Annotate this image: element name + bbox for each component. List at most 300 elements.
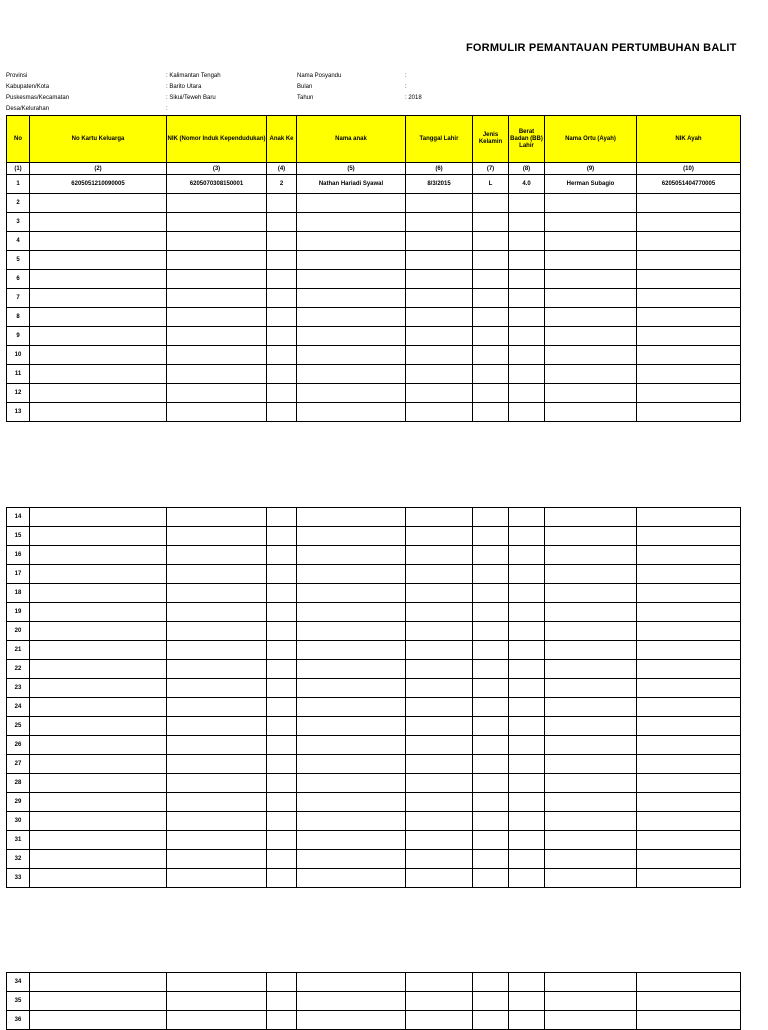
cell-tanggal-lahir	[406, 527, 473, 546]
cell-berat-badan	[509, 508, 545, 527]
cell-nama-ortu	[545, 736, 637, 755]
cell-jenis-kelamin	[473, 793, 509, 812]
cell-anak-ke	[267, 308, 297, 327]
cell-nama-anak	[297, 755, 406, 774]
cell-nama-ortu	[545, 270, 637, 289]
table-row	[7, 793, 741, 812]
table-row	[7, 679, 741, 698]
cell-tanggal-lahir	[406, 584, 473, 603]
table-row	[7, 232, 741, 251]
meta-label: Desa/Kelurahan	[6, 106, 50, 112]
cell-nama-anak	[297, 365, 406, 384]
cell-nik-ayah	[637, 527, 741, 546]
cell-berat-badan	[509, 641, 545, 660]
cell-kk	[30, 527, 167, 546]
cell-nik	[167, 365, 267, 384]
cell-nama-anak	[297, 384, 406, 403]
cell-no: 24	[7, 698, 30, 717]
cell-nik-ayah	[637, 270, 741, 289]
cell-nama-ortu	[545, 992, 637, 1011]
cell-nama-anak	[297, 717, 406, 736]
cell-nama-ortu	[545, 717, 637, 736]
cell-nik	[167, 850, 267, 869]
cell-nik-ayah	[637, 641, 741, 660]
cell-tanggal-lahir	[406, 327, 473, 346]
table-row	[7, 584, 741, 603]
cell-tanggal-lahir	[406, 992, 473, 1011]
cell-nik-ayah	[637, 289, 741, 308]
header-nik-ayah: NIK Ayah	[637, 116, 741, 163]
cell-anak-ke	[267, 346, 297, 365]
cell-nik	[167, 793, 267, 812]
cell-no: 1	[7, 175, 30, 194]
cell-jenis-kelamin	[473, 289, 509, 308]
cell-nik-ayah	[637, 308, 741, 327]
cell-berat-badan	[509, 346, 545, 365]
cell-jenis-kelamin	[473, 973, 509, 992]
cell-no: 26	[7, 736, 30, 755]
cell-berat-badan	[509, 973, 545, 992]
cell-no: 16	[7, 546, 30, 565]
cell-nik	[167, 603, 267, 622]
cell-nik-ayah	[637, 365, 741, 384]
cell-nama-ortu	[545, 527, 637, 546]
cell-nama-anak	[297, 831, 406, 850]
table-row	[7, 831, 741, 850]
cell-nama-ortu	[545, 403, 637, 422]
cell-anak-ke	[267, 793, 297, 812]
cell-nik	[167, 698, 267, 717]
cell-berat-badan	[509, 1011, 545, 1030]
header-nama-anak: Nama anak	[297, 116, 406, 163]
cell-nama-anak	[297, 679, 406, 698]
cell-anak-ke	[267, 973, 297, 992]
cell-nik-ayah	[637, 508, 741, 527]
cell-jenis-kelamin	[473, 736, 509, 755]
cell-nik	[167, 527, 267, 546]
cell-nama-ortu	[545, 327, 637, 346]
cell-tanggal-lahir	[406, 973, 473, 992]
cell-kk	[30, 251, 167, 270]
cell-anak-ke	[267, 698, 297, 717]
cell-no: 10	[7, 346, 30, 365]
cell-anak-ke	[267, 527, 297, 546]
table-row	[7, 251, 741, 270]
cell-nik-ayah	[637, 194, 741, 213]
cell-tanggal-lahir	[406, 213, 473, 232]
cell-kk	[30, 584, 167, 603]
table-row	[7, 736, 741, 755]
cell-nik	[167, 831, 267, 850]
cell-nik-ayah	[637, 774, 741, 793]
cell-kk	[30, 831, 167, 850]
cell-berat-badan: 4.0	[509, 175, 545, 194]
cell-tanggal-lahir	[406, 698, 473, 717]
cell-kk	[30, 641, 167, 660]
cell-nik	[167, 622, 267, 641]
cell-nik-ayah	[637, 755, 741, 774]
cell-kk	[30, 232, 167, 251]
cell-nik-ayah	[637, 622, 741, 641]
cell-anak-ke	[267, 831, 297, 850]
table-row	[7, 812, 741, 831]
cell-berat-badan	[509, 251, 545, 270]
cell-nik-ayah	[637, 850, 741, 869]
cell-nama-anak	[297, 660, 406, 679]
cell-nik	[167, 755, 267, 774]
cell-jenis-kelamin	[473, 869, 509, 888]
cell-nama-anak	[297, 194, 406, 213]
cell-no: 19	[7, 603, 30, 622]
cell-nama-ortu	[545, 641, 637, 660]
cell-nik	[167, 584, 267, 603]
cell-jenis-kelamin	[473, 622, 509, 641]
header-no: No	[7, 116, 30, 163]
cell-no: 35	[7, 992, 30, 1011]
cell-anak-ke	[267, 603, 297, 622]
cell-berat-badan	[509, 717, 545, 736]
column-number: (8)	[509, 163, 545, 175]
header-tanggal-lahir: Tanggal Lahir	[406, 116, 473, 163]
column-number: (4)	[267, 163, 297, 175]
cell-anak-ke	[267, 812, 297, 831]
table-header-row	[7, 116, 741, 163]
cell-tanggal-lahir	[406, 869, 473, 888]
table-row	[7, 869, 741, 888]
cell-no: 5	[7, 251, 30, 270]
cell-berat-badan	[509, 584, 545, 603]
cell-no: 8	[7, 308, 30, 327]
cell-berat-badan	[509, 660, 545, 679]
cell-anak-ke	[267, 755, 297, 774]
cell-nik-ayah	[637, 584, 741, 603]
cell-jenis-kelamin	[473, 992, 509, 1011]
cell-nama-ortu	[545, 508, 637, 527]
header-nama-ortu: Nama Ortu (Ayah)	[545, 116, 637, 163]
column-number: (2)	[30, 163, 167, 175]
cell-nik-ayah	[637, 812, 741, 831]
cell-nama-ortu	[545, 289, 637, 308]
cell-nik-ayah	[637, 327, 741, 346]
cell-nama-anak	[297, 869, 406, 888]
cell-nama-ortu: Herman Subagio	[545, 175, 637, 194]
cell-nik	[167, 546, 267, 565]
table-row	[7, 603, 741, 622]
cell-jenis-kelamin	[473, 717, 509, 736]
cell-nama-ortu	[545, 565, 637, 584]
cell-no: 25	[7, 717, 30, 736]
cell-kk	[30, 774, 167, 793]
cell-no: 28	[7, 774, 30, 793]
cell-nama-ortu	[545, 346, 637, 365]
meta-value: : Barito Utara	[166, 84, 202, 90]
table-row	[7, 992, 741, 1011]
cell-berat-badan	[509, 698, 545, 717]
cell-kk	[30, 698, 167, 717]
cell-kk	[30, 869, 167, 888]
cell-nama-ortu	[545, 755, 637, 774]
cell-tanggal-lahir	[406, 565, 473, 584]
cell-no: 9	[7, 327, 30, 346]
cell-berat-badan	[509, 527, 545, 546]
cell-nama-anak	[297, 850, 406, 869]
cell-berat-badan	[509, 289, 545, 308]
cell-nik-ayah	[637, 992, 741, 1011]
cell-no: 12	[7, 384, 30, 403]
cell-tanggal-lahir	[406, 546, 473, 565]
column-number-row	[7, 163, 741, 175]
cell-nama-ortu	[545, 812, 637, 831]
cell-tanggal-lahir	[406, 308, 473, 327]
meta-value: :	[405, 73, 407, 79]
meta-label: Tahun	[297, 95, 314, 101]
cell-kk	[30, 1011, 167, 1030]
cell-nik-ayah	[637, 717, 741, 736]
growth-table-block-1	[6, 115, 741, 422]
cell-tanggal-lahir	[406, 793, 473, 812]
table-row	[7, 546, 741, 565]
cell-anak-ke	[267, 251, 297, 270]
cell-jenis-kelamin	[473, 527, 509, 546]
column-number: (10)	[637, 163, 741, 175]
cell-tanggal-lahir	[406, 365, 473, 384]
cell-nama-anak	[297, 736, 406, 755]
cell-jenis-kelamin	[473, 774, 509, 793]
table-row	[7, 527, 741, 546]
meta-labels-left	[6, 71, 69, 115]
cell-no: 18	[7, 584, 30, 603]
table-row	[7, 508, 741, 527]
cell-tanggal-lahir	[406, 508, 473, 527]
cell-jenis-kelamin	[473, 365, 509, 384]
cell-nama-ortu	[545, 679, 637, 698]
cell-jenis-kelamin	[473, 812, 509, 831]
cell-nik-ayah	[637, 384, 741, 403]
cell-nik-ayah	[637, 346, 741, 365]
cell-anak-ke	[267, 992, 297, 1011]
table-row	[7, 1011, 741, 1030]
cell-nik	[167, 289, 267, 308]
table-row	[7, 384, 741, 403]
cell-kk	[30, 194, 167, 213]
cell-nama-ortu	[545, 793, 637, 812]
cell-tanggal-lahir	[406, 831, 473, 850]
cell-kk	[30, 270, 167, 289]
cell-nama-anak	[297, 641, 406, 660]
cell-no: 22	[7, 660, 30, 679]
cell-nik	[167, 565, 267, 584]
cell-nik-ayah	[637, 403, 741, 422]
cell-tanggal-lahir: 8/3/2015	[406, 175, 473, 194]
cell-nama-anak	[297, 527, 406, 546]
cell-nik-ayah	[637, 831, 741, 850]
cell-anak-ke	[267, 679, 297, 698]
cell-nama-ortu	[545, 698, 637, 717]
cell-no: 30	[7, 812, 30, 831]
cell-nik	[167, 812, 267, 831]
cell-anak-ke	[267, 641, 297, 660]
cell-nik	[167, 774, 267, 793]
table-row	[7, 973, 741, 992]
cell-nama-ortu	[545, 584, 637, 603]
cell-kk	[30, 213, 167, 232]
cell-berat-badan	[509, 213, 545, 232]
cell-kk: 6205051210090005	[30, 175, 167, 194]
cell-nama-ortu	[545, 831, 637, 850]
cell-no: 15	[7, 527, 30, 546]
header-nik: NIK (Nomor Induk Kependudukan)	[167, 116, 267, 163]
cell-nama-ortu	[545, 603, 637, 622]
cell-kk	[30, 717, 167, 736]
table-row	[7, 850, 741, 869]
cell-berat-badan	[509, 736, 545, 755]
cell-nama-anak	[297, 270, 406, 289]
cell-nik	[167, 736, 267, 755]
cell-berat-badan	[509, 603, 545, 622]
cell-no: 33	[7, 869, 30, 888]
cell-anak-ke	[267, 869, 297, 888]
cell-nama-anak	[297, 584, 406, 603]
cell-no: 31	[7, 831, 30, 850]
cell-anak-ke	[267, 565, 297, 584]
cell-jenis-kelamin	[473, 546, 509, 565]
cell-nama-anak	[297, 508, 406, 527]
cell-nik-ayah	[637, 213, 741, 232]
cell-nik-ayah	[637, 1011, 741, 1030]
cell-berat-badan	[509, 270, 545, 289]
cell-no: 14	[7, 508, 30, 527]
cell-nik	[167, 508, 267, 527]
cell-kk	[30, 508, 167, 527]
column-number: (5)	[297, 163, 406, 175]
cell-jenis-kelamin	[473, 1011, 509, 1030]
meta-value: :	[405, 84, 407, 90]
table-row	[7, 365, 741, 384]
growth-table-block-3	[6, 972, 741, 1030]
cell-tanggal-lahir	[406, 384, 473, 403]
cell-nik-ayah	[637, 793, 741, 812]
cell-nama-anak: Nathan Hariadi Syawal	[297, 175, 406, 194]
cell-jenis-kelamin	[473, 565, 509, 584]
cell-nama-ortu	[545, 622, 637, 641]
cell-nik	[167, 973, 267, 992]
cell-nik-ayah	[637, 869, 741, 888]
cell-tanggal-lahir	[406, 403, 473, 422]
cell-jenis-kelamin	[473, 641, 509, 660]
cell-nama-anak	[297, 565, 406, 584]
cell-no: 3	[7, 213, 30, 232]
cell-tanggal-lahir	[406, 603, 473, 622]
cell-nama-anak	[297, 546, 406, 565]
cell-nama-anak	[297, 774, 406, 793]
cell-nik-ayah	[637, 698, 741, 717]
cell-kk	[30, 327, 167, 346]
table-row	[7, 622, 741, 641]
cell-kk	[30, 546, 167, 565]
cell-tanggal-lahir	[406, 1011, 473, 1030]
cell-nik	[167, 992, 267, 1011]
cell-tanggal-lahir	[406, 812, 473, 831]
table-row	[7, 565, 741, 584]
cell-no: 21	[7, 641, 30, 660]
cell-nik	[167, 251, 267, 270]
cell-tanggal-lahir	[406, 850, 473, 869]
cell-tanggal-lahir	[406, 660, 473, 679]
cell-anak-ke	[267, 289, 297, 308]
cell-nik-ayah	[637, 660, 741, 679]
cell-tanggal-lahir	[406, 641, 473, 660]
column-number: (1)	[7, 163, 30, 175]
cell-anak-ke: 2	[267, 175, 297, 194]
cell-nama-ortu	[545, 213, 637, 232]
column-number: (6)	[406, 163, 473, 175]
cell-anak-ke	[267, 736, 297, 755]
header-kk: No Kartu Keluarga	[30, 116, 167, 163]
cell-berat-badan	[509, 365, 545, 384]
cell-jenis-kelamin	[473, 327, 509, 346]
table-row	[7, 660, 741, 679]
table-row	[7, 213, 741, 232]
cell-kk	[30, 308, 167, 327]
cell-nama-anak	[297, 973, 406, 992]
cell-tanggal-lahir	[406, 679, 473, 698]
meta-label: Nama Posyandu	[297, 73, 342, 79]
cell-nik	[167, 232, 267, 251]
cell-tanggal-lahir	[406, 194, 473, 213]
meta-label: Provinsi	[6, 73, 28, 79]
cell-nik-ayah	[637, 973, 741, 992]
cell-tanggal-lahir	[406, 622, 473, 641]
table-row	[7, 175, 741, 194]
cell-jenis-kelamin	[473, 831, 509, 850]
cell-kk	[30, 346, 167, 365]
cell-nama-ortu	[545, 308, 637, 327]
cell-nik-ayah	[637, 565, 741, 584]
cell-jenis-kelamin	[473, 584, 509, 603]
meta-labels-right	[297, 71, 341, 104]
cell-kk	[30, 850, 167, 869]
cell-no: 17	[7, 565, 30, 584]
cell-anak-ke	[267, 232, 297, 251]
cell-nama-ortu	[545, 660, 637, 679]
cell-berat-badan	[509, 831, 545, 850]
cell-anak-ke	[267, 850, 297, 869]
cell-anak-ke	[267, 508, 297, 527]
meta-label: Bulan	[297, 84, 313, 90]
cell-tanggal-lahir	[406, 251, 473, 270]
cell-jenis-kelamin	[473, 384, 509, 403]
cell-nama-anak	[297, 603, 406, 622]
cell-jenis-kelamin	[473, 850, 509, 869]
cell-no: 29	[7, 793, 30, 812]
cell-nama-ortu	[545, 973, 637, 992]
cell-jenis-kelamin	[473, 194, 509, 213]
meta-values-left	[166, 71, 221, 115]
cell-tanggal-lahir	[406, 736, 473, 755]
cell-berat-badan	[509, 774, 545, 793]
cell-nama-anak	[297, 213, 406, 232]
table-row	[7, 289, 741, 308]
cell-berat-badan	[509, 565, 545, 584]
table-row	[7, 308, 741, 327]
cell-nik	[167, 1011, 267, 1030]
cell-nik	[167, 641, 267, 660]
cell-nama-anak	[297, 992, 406, 1011]
cell-no: 36	[7, 1011, 30, 1030]
cell-jenis-kelamin	[473, 403, 509, 422]
cell-jenis-kelamin	[473, 508, 509, 527]
cell-no: 27	[7, 755, 30, 774]
